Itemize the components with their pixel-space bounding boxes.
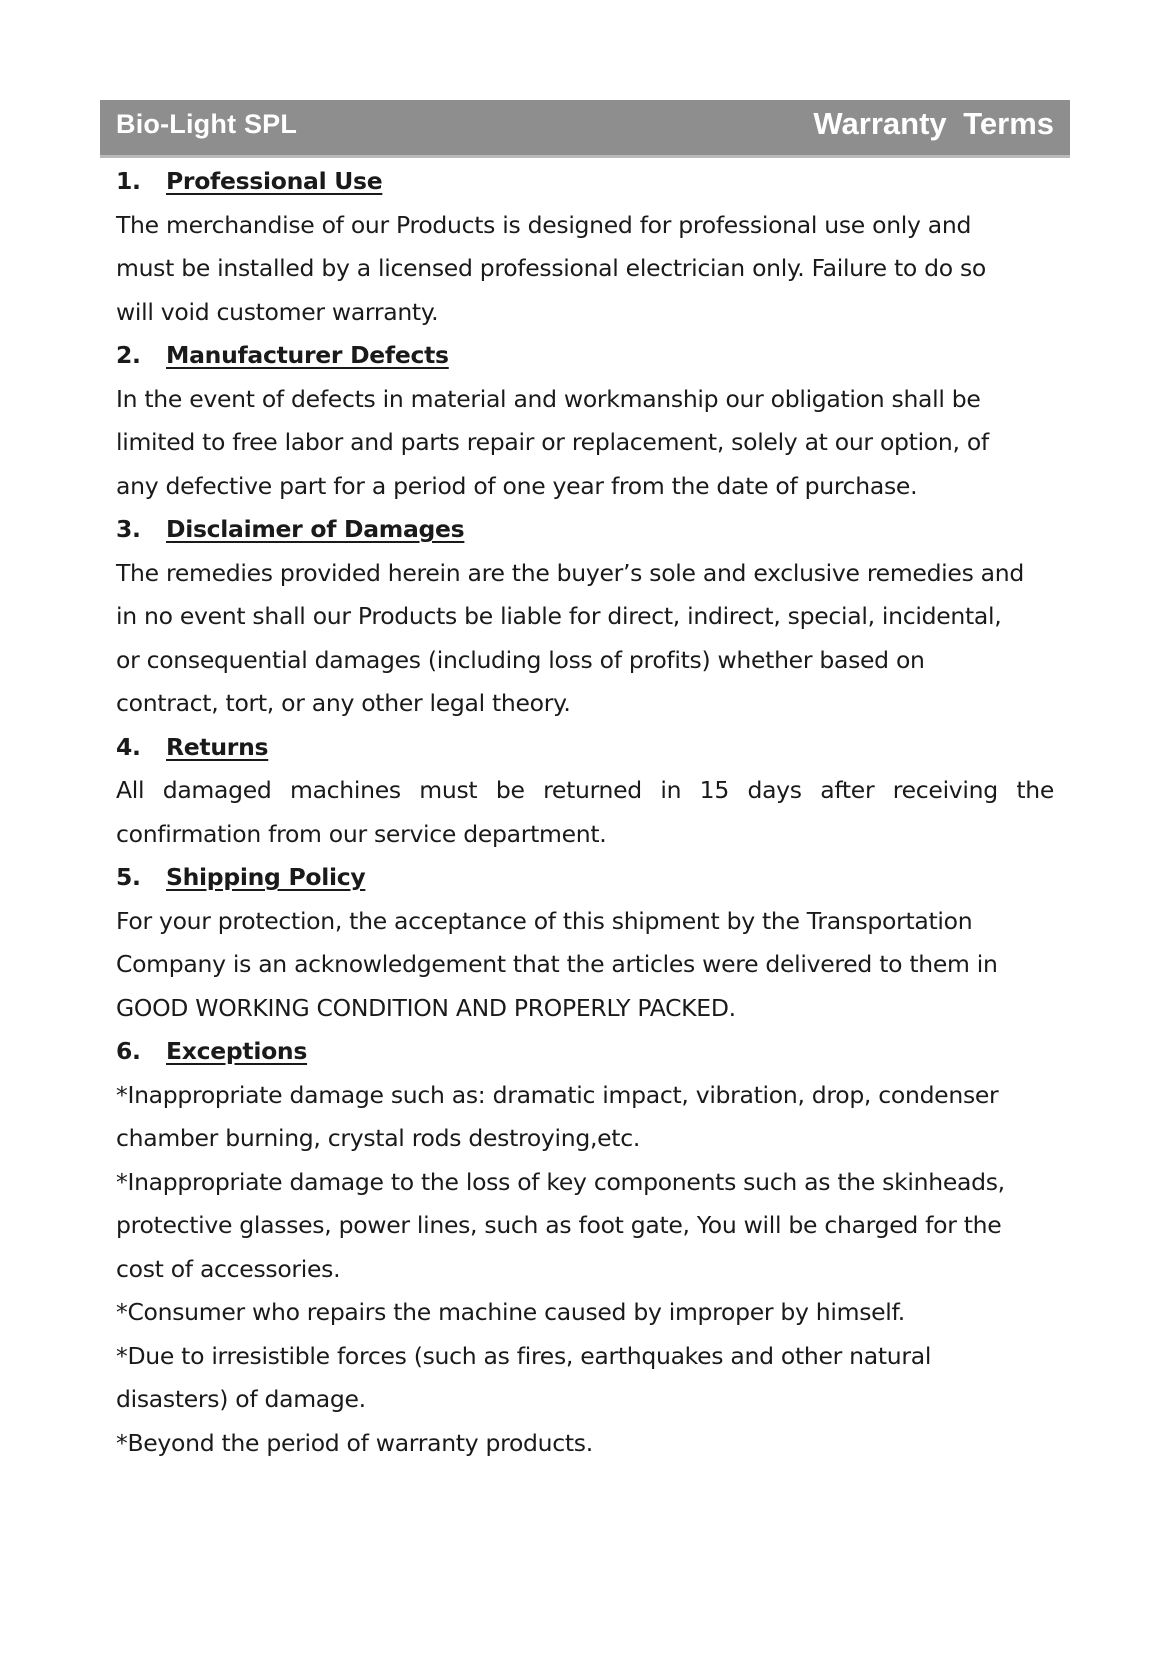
paragraph-line: contract, tort, or any other legal theory. [116,689,571,717]
paragraph-line: The remedies provided herein are the buyer’s sole and exclusive remedies and [116,558,1024,587]
section-heading [116,1030,1054,1074]
exception-line: *Inappropriate damage such as: dramatic impact, vibration, drop, condenser [116,1080,999,1109]
paragraph-line: All damaged machines must be returned in 15 days after receiving the [116,776,1054,804]
section-number: 2. [116,341,141,369]
paragraph-line: in no event shall our Products be liable for direct, indirect, special, incidental, [116,602,1002,630]
paragraph-line: The merchandise of our Products is designed for professional use only and [116,210,972,239]
section-title: Exceptions [166,1037,308,1065]
exception-line: chamber burning, crystal rods destroying,etc. [116,1124,640,1152]
exception-line: *Due to irresistible forces (such as fires, earthquakes and other natural [116,1341,932,1370]
section-title: Professional Use [166,167,383,195]
paragraph-line: or consequential damages (including loss of profits) whether based on [116,645,925,674]
exception-line: *Beyond the period of warranty products. [116,1428,593,1457]
section-number: 6. [116,1037,141,1065]
paragraph-line: In the event of defects in material and workmanship our obligation shall be [116,384,981,413]
section-number: 1. [116,167,141,195]
section-heading [116,726,1054,770]
section-heading [116,856,1054,900]
paragraph-line: For your protection, the acceptance of this shipment by the Transportation [116,906,973,935]
section-number: 4. [116,732,141,761]
exception-line: protective glasses, power lines, such as foot gate, You will be charged for the [116,1211,1002,1239]
section-heading [116,160,1054,204]
paragraph-line: will void customer warranty. [116,297,439,326]
exception-line: *Consumer who repairs the machine caused by improper by himself. [116,1298,905,1326]
section-heading [116,334,1054,378]
paragraph-line: GOOD WORKING CONDITION AND PROPERLY PACKED. [116,993,736,1022]
document-title: Warranty Terms [813,106,1054,141]
section-number: 3. [116,515,141,543]
paragraph-line: any defective part for a period of one year from the date of purchase. [116,471,918,500]
paragraph-line: confirmation from our service department. [116,819,607,848]
warranty-content [116,160,1054,1465]
section-title: Shipping Policy [166,863,366,891]
section-title: Manufacturer Defects [166,341,449,369]
paragraph-line: must be installed by a licensed professional electrician only. Failure to do so [116,254,987,282]
section-number: 5. [116,863,141,891]
section-title: Disclaimer of Damages [166,515,465,543]
exception-line: cost of accessories. [116,1254,341,1283]
paragraph-line: Company is an acknowledgement that the articles were delivered to them in [116,950,998,978]
brand-name: Bio-Light SPL [116,109,298,139]
section-title: Returns [166,732,269,761]
section-heading [116,508,1054,552]
paragraph-line: limited to free labor and parts repair or replacement, solely at our option, of [116,428,989,456]
header-bar [100,100,1070,158]
exception-line: *Inappropriate damage to the loss of key components such as the skinheads, [116,1167,1005,1196]
exception-line: disasters) of damage. [116,1385,366,1413]
